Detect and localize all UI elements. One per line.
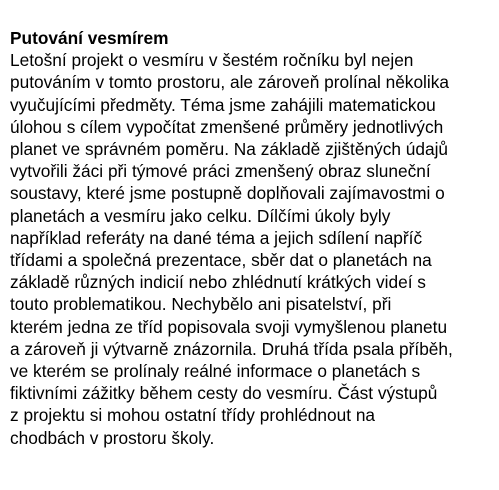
text-line: putováním v tomto prostoru, ale zároveň prolínal několika [10,72,449,93]
article-title: Putování vesmírem [10,28,169,48]
text-line: soustavy, které jsme postupně doplňovali zajímavostmi o [10,183,445,204]
text-line: ve kterém se prolínaly reálné informace o planetách s [10,361,421,382]
text-line: chodbách v prostoru školy. [10,427,215,448]
text-line: fiktivními zážitky během cesty do vesmíru. Část výstupů [10,383,438,404]
text-line: z projektu si mohou ostatní třídy prohlédnout na [10,405,376,426]
text-line: vyučujícími předměty. Téma jsme zahájili matematickou [10,94,436,115]
text-line: Letošní projekt o vesmíru v šestém ročníku byl nejen [10,50,414,71]
article [10,27,494,449]
text-line: planetách a vesmíru jako celku. Dílčími úkoly byly [10,205,391,226]
text-line: planet ve správném poměru. Na základě zjištěných údajů [10,139,449,160]
article-body [10,49,494,449]
text-line: například referáty na dané téma a jejich sdílení napříč [10,227,423,248]
text-line: třídami a společná prezentace, sběr dat o planetách na [10,250,432,271]
text-line: a zároveň ji výtvarně znázornila. Druhá třída psala příběh, [10,338,453,359]
text-line: kterém jedna ze tříd popisovala svoji vymyšlenou planetu [10,316,448,337]
text-line: vytvořili žáci při týmové práci zmenšený obraz sluneční [10,161,431,182]
text-line: touto problematikou. Nechybělo ani pisatelství, při [10,294,392,315]
text-line: základě různých indicií nebo zhlédnutí krátkých videí s [10,272,426,293]
text-line: úlohou s cílem vypočítat zmenšené průměry jednotlivých [10,116,444,137]
